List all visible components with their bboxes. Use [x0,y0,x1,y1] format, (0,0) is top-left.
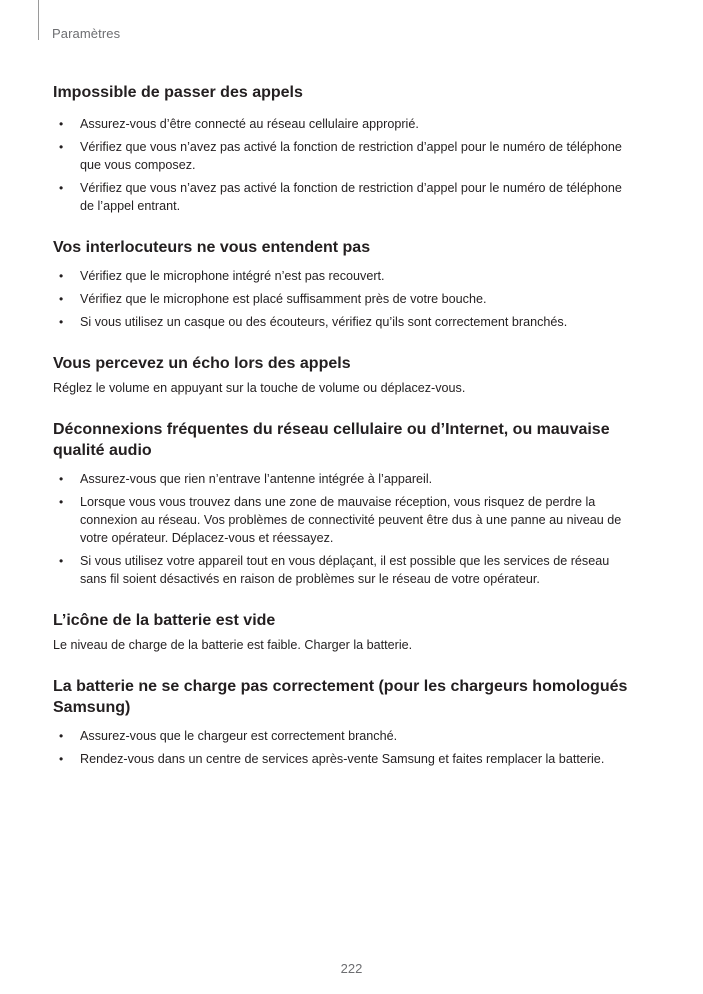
list-item: • Si vous utilisez un casque ou des écouteurs, vérifiez qu’ils sont correctement branchés. [59,315,568,329]
bullet-icon: • [59,269,64,283]
bullet-icon: • [59,752,64,766]
list-item: • Si vous utilisez votre appareil tout en vous déplaçant, il est possible que les services de réseau sans fil soient désactivés en raison de problèmes sur le réseau de votre opérateur. [59,554,610,586]
body-text: Réglez le volume en appuyant sur la touche de volume ou déplacez-vous. [53,381,466,395]
list-item: • Vérifiez que le microphone intégré n’est pas recouvert. [59,269,385,283]
bullet-list [53,115,638,215]
bullet-list [53,470,638,588]
bullet-icon: • [59,495,64,509]
bullet-icon: • [59,117,64,131]
list-item: • Vérifiez que vous n’avez pas activé la fonction de restriction d’appel pour le numéro de téléphone que vous composez. [59,140,622,172]
section-title: La batterie ne se charge pas correctement (pour les chargeurs homologués Samsung) [53,678,628,716]
list-item: • Vérifiez que le microphone est placé suffisamment près de votre bouche. [59,292,487,306]
section-header: Paramètres [52,26,121,41]
page-number: 222 [340,961,363,976]
list-item: • Assurez-vous que le chargeur est correctement branché. [59,729,398,743]
section-title: L’icône de la batterie est vide [53,612,276,629]
bullet-icon: • [59,140,64,154]
bullet-icon: • [59,181,64,195]
bullet-icon: • [59,729,64,743]
header-rule [38,0,39,40]
bullet-icon: • [59,554,64,568]
section-title: Vos interlocuteurs ne vous entendent pas [53,239,371,256]
bullet-icon: • [59,472,64,486]
section-title: Déconnexions fréquentes du réseau cellulaire ou d’Internet, ou mauvaise qualité audio [53,421,610,459]
page-content [53,82,638,768]
body-text: Le niveau de charge de la batterie est faible. Charger la batterie. [53,638,413,652]
list-item: • Assurez-vous d’être connecté au réseau cellulaire approprié. [59,117,419,131]
list-item: • Rendez-vous dans un centre de services après-vente Samsung et faites remplacer la batterie. [59,752,605,766]
section-title: Vous percevez un écho lors des appels [53,355,351,372]
list-item: • Lorsque vous vous trouvez dans une zone de mauvaise réception, vous risquez de perdre la connexion au réseau. Vos problèmes de connectivité peuvent être dus à une panne au niveau de votre opérateur. Déplacez-vous et réessayez. [59,495,622,545]
section-title: Impossible de passer des appels [53,84,303,101]
bullet-list [53,267,638,331]
list-item: • Vérifiez que vous n’avez pas activé la fonction de restriction d’appel pour le numéro de téléphone de l’appel entrant. [59,181,622,213]
list-item: • Assurez-vous que rien n’entrave l’antenne intégrée à l’appareil. [59,472,433,486]
bullet-icon: • [59,315,64,329]
bullet-list [53,727,638,768]
bullet-icon: • [59,292,64,306]
